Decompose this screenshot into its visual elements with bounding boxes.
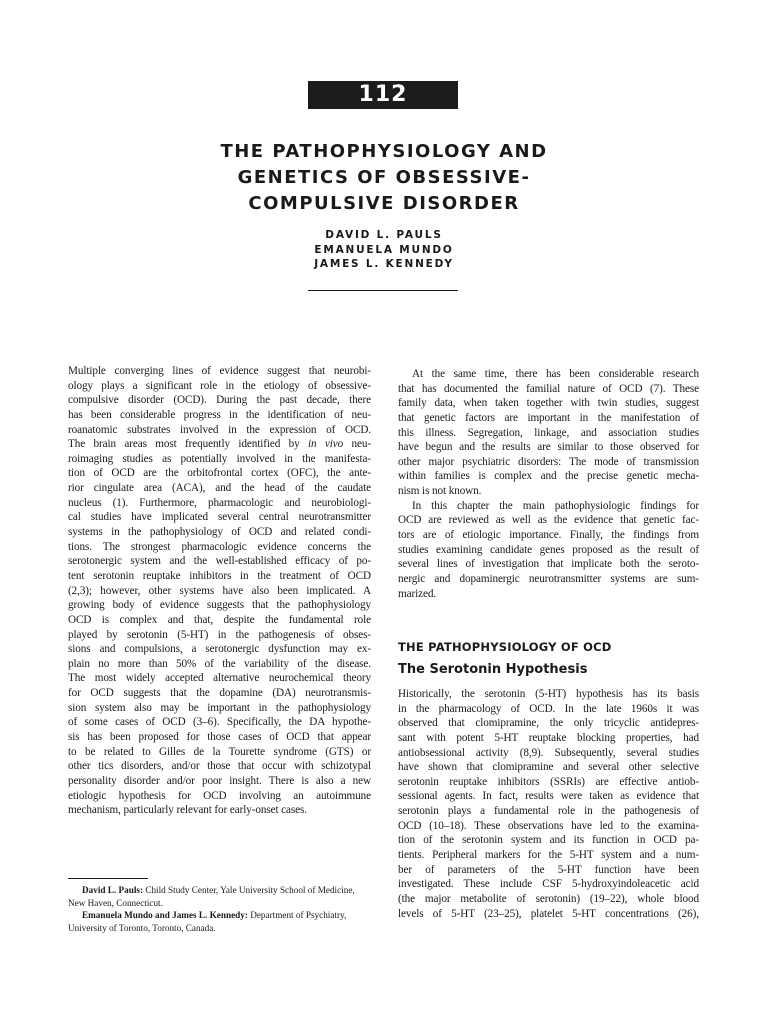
text-line: sis has been proposed for those cases of OCD that appear — [68, 731, 371, 744]
text-line: serotonin plays a fundamental role in the pathogenesis of — [398, 805, 699, 818]
right-column-body — [398, 687, 699, 921]
footnote-line: University of Toronto, Toronto, Canada. — [68, 922, 216, 933]
text-line: OCD is complex and that, despite the fundamental role — [68, 613, 371, 626]
text-line: rior cingulate area (ACA), and the head of the caudate — [68, 482, 371, 495]
author-name: JAMES L. KENNEDY — [314, 258, 454, 270]
text-line: ology plays a significant role in the etiology of obsessive- — [68, 379, 371, 392]
title-line: THE PATHOPHYSIOLOGY AND — [220, 141, 548, 162]
author-name: EMANUELA MUNDO — [314, 243, 454, 256]
footnote-line: New Haven, Connecticut. — [68, 897, 163, 908]
chapter-number-badge: 112 — [308, 81, 458, 109]
text-line: ber of parameters of the 5-HT function have been — [398, 863, 699, 876]
text-line: have shown that clomipramine and several other selective — [398, 761, 699, 774]
text-line: in the pharmacology of OCD. In the late 1960s it was — [398, 702, 699, 715]
text-line: mechanism, particularly relevant for early-onset cases. — [68, 804, 307, 817]
text-line: OCD are reviewed as well as the evidence that genetic fac- — [398, 514, 699, 527]
text-line: marized. — [398, 587, 437, 600]
left-column-text — [68, 364, 371, 818]
text-line: played by serotonin (5-HT) in the pathogenesis of obses- — [68, 628, 371, 641]
footnote-line — [68, 884, 371, 897]
text-line: Multiple converging lines of evidence suggest that neurobi- — [68, 365, 371, 377]
text-line: this illness. Segregation, linkage, and association studies — [398, 426, 699, 439]
text-line: compulsive disorder (OCD). During the past decade, there — [68, 394, 371, 407]
text-line: systems in the pathophysiology of OCD and related condi- — [68, 526, 371, 539]
text-line: (2,3); however, other systems have also been implicated. A — [68, 584, 371, 597]
author-name: DAVID L. PAULS — [325, 229, 443, 241]
text-line: sant with potent 5-HT reuptake blocking properties, had — [398, 731, 699, 744]
text-line: several lines of investigation that implicate both the seroto- — [398, 558, 699, 571]
text-line: cal studies have implicated several central neurotransmitter — [68, 511, 371, 524]
text-line: In this chapter the main pathophysiologic findings for — [412, 499, 699, 512]
text-line: personality disorder and/or poor insight. There is also a new — [68, 774, 371, 787]
text-line: within families is complex and the precise genetic mecha- — [398, 470, 699, 483]
text-segment: The brain areas most frequently identified by — [68, 438, 300, 451]
footnote-author: Emanuela Mundo and James L. Kennedy: — [82, 910, 248, 920]
subsection-heading: The Serotonin Hypothesis — [398, 662, 588, 677]
text-line: Historically, the serotonin (5-HT) hypothesis has its basis — [398, 688, 699, 700]
text-line: sions and compulsions, a serotonergic dysfunction may ex- — [68, 643, 371, 656]
text-line: tions. The strongest pharmacologic evidence concerns the — [68, 540, 371, 553]
title-line: GENETICS OF OBSESSIVE- — [237, 167, 531, 188]
text-line: antiobsessional activity (8,9). Subsequently, several studies — [398, 746, 699, 759]
text-line: has been considerable progress in the identification of neu- — [68, 408, 371, 421]
text-line: other major psychiatric disorders: The mode of transmission — [398, 455, 699, 468]
text-line: serotonergic system and the well-established efficacy of po- — [68, 555, 371, 568]
text-line: have begun and the results are similar to those observed for — [398, 441, 699, 454]
italic-term: in vivo — [307, 438, 344, 451]
text-line: tion of the serotonin system and its function in OCD pa- — [398, 834, 699, 847]
text-line: other tics disorders, and/or those that occur with schizotypal — [68, 760, 371, 773]
text-line: tent serotonin reuptake inhibitors in the treatment of OCD — [68, 569, 371, 582]
text-line: At the same time, there has been considerable research — [412, 368, 699, 380]
text-line: (the major metabolite of serotonin) (19–22), whole blood — [398, 892, 699, 905]
text-line: levels of 5-HT (23–25), platelet 5-HT concentrations (26), — [398, 907, 699, 920]
text-line: The most widely accepted alternative neurochemical theory — [68, 672, 371, 685]
footnote-author: David L. Pauls: — [82, 885, 144, 895]
text-line: plain no more than 50% of the variability of the disease. — [68, 657, 371, 670]
text-line: observed that clomipramine, the only tricyclic antidepres- — [398, 717, 699, 730]
text-line: roimaging studies as potentially involved in the manifesta- — [68, 452, 371, 465]
text-line: tors are of etiologic importance. Finally, the findings from — [398, 529, 699, 542]
text-line: to be related to Gilles de la Tourette syndrome (GTS) or — [68, 745, 371, 758]
author-list — [0, 228, 768, 272]
text-line: OCD (10–18). These observations have led to the examina- — [398, 819, 699, 832]
title-line: COMPULSIVE DISORDER — [248, 193, 520, 214]
text-line: etiologic hypothesis for OCD involving an autoimmune — [68, 789, 371, 802]
text-line: investigated. These include CSF 5-hydroxyindoleacetic acid — [398, 878, 699, 891]
title-divider — [308, 290, 458, 291]
text-segment: neu- — [343, 438, 371, 451]
text-line: of some cases of OCD (3–6). Specifically, the DA hypothe- — [68, 716, 371, 729]
text-line: family data, when taken together with twin studies, suggest — [398, 397, 699, 410]
footnote-text: Department of Psychiatry, — [247, 910, 347, 920]
right-column-intro — [398, 367, 699, 601]
text-line: sessional agents. In fact, results were taken as evidence that — [398, 790, 699, 803]
text-line: tion of OCD are the orbitofrontal cortex (OFC), the ante- — [68, 467, 371, 480]
text-line: roanatomic substrates involved in the expression of OCD. — [68, 423, 371, 436]
text-line: nergic and dopaminergic neurotransmitter systems are sum- — [398, 572, 699, 585]
text-line: tients. Peripheral markers for the 5-HT system and a num- — [398, 849, 699, 862]
footnote-text: Child Study Center, Yale University School of Medicine, — [143, 885, 355, 895]
footnote-divider — [68, 878, 148, 879]
section-heading: THE PATHOPHYSIOLOGY OF OCD — [398, 640, 612, 654]
text-line: nucleus (1). Furthermore, pharmacologic and neurobiologi- — [68, 496, 371, 509]
text-line-with-italic — [68, 437, 371, 452]
text-line: sion system also may be important in the pathophysiology — [68, 701, 371, 714]
text-line: growing body of evidence suggests that the pathophysiology — [68, 599, 371, 612]
text-line: serotonin reuptake inhibitors (SSRIs) are effective antiob- — [398, 775, 699, 788]
text-line: nism is not known. — [398, 485, 482, 498]
footnote-line — [68, 909, 371, 922]
text-line: studies examining candidate genes proposed as the result of — [398, 543, 699, 556]
author-affiliations — [68, 884, 371, 934]
text-line: that genetic factors are important in the manifestation of — [398, 411, 699, 424]
text-line: for OCD suggests that the dopamine (DA) neurotransmis- — [68, 687, 371, 700]
chapter-title — [0, 139, 768, 217]
text-line: that has documented the familial nature of OCD (7). These — [398, 382, 699, 395]
